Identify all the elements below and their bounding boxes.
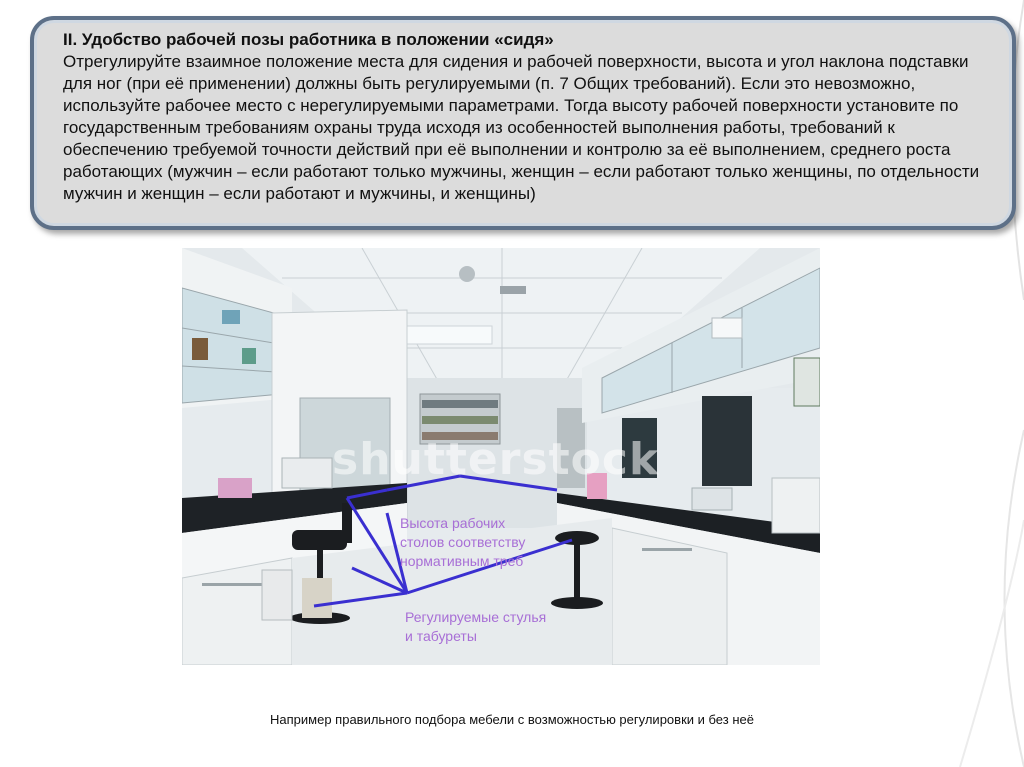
annotation-chairs-line-1: Регулируемые стулья [405,609,547,625]
annotation-tables-line-3: нормативным треб [400,553,524,569]
annotation-tables-line-2: столов соответству [400,534,526,550]
annotation-tables [400,514,525,571]
panel-title: II. Удобство рабочей позы работника в положении «сидя» [63,30,554,49]
text-panel [30,16,1016,230]
watermark: shutterstock [332,434,660,485]
panel-paragraph: Отрегулируйте взаимное положение места для сидения и рабочей поверхности, высота и угол наклона подставки для ног (при её применении) должны быть регулируемыми (п. 7 Общих требований). Если это невозможно, используйте рабочее место с нерегулируемыми параметрами. Тогда высоту рабочей поверхности установите по государственным требованиям охраны труда исходя из особенностей выполнения работы, требований к обеспечению требуемой точности действий при её выполнении и контролю за её выполнением, среднего роста работающих (мужчин – если работают только мужчины, женщин – если работают только женщины, по отдельности мужчин и женщин – если работают и мужчины, и женщины) [63,52,980,203]
annotation-tables-line-1: Высота рабочих [400,515,506,531]
panel-text-block [63,29,998,205]
photo-caption: Например правильного подбора мебели с возможностью регулировки и без неё [270,712,754,727]
lab-photo [182,248,820,665]
annotation-chairs [405,608,546,646]
annotation-chairs-line-2: и табуреты [405,628,477,644]
